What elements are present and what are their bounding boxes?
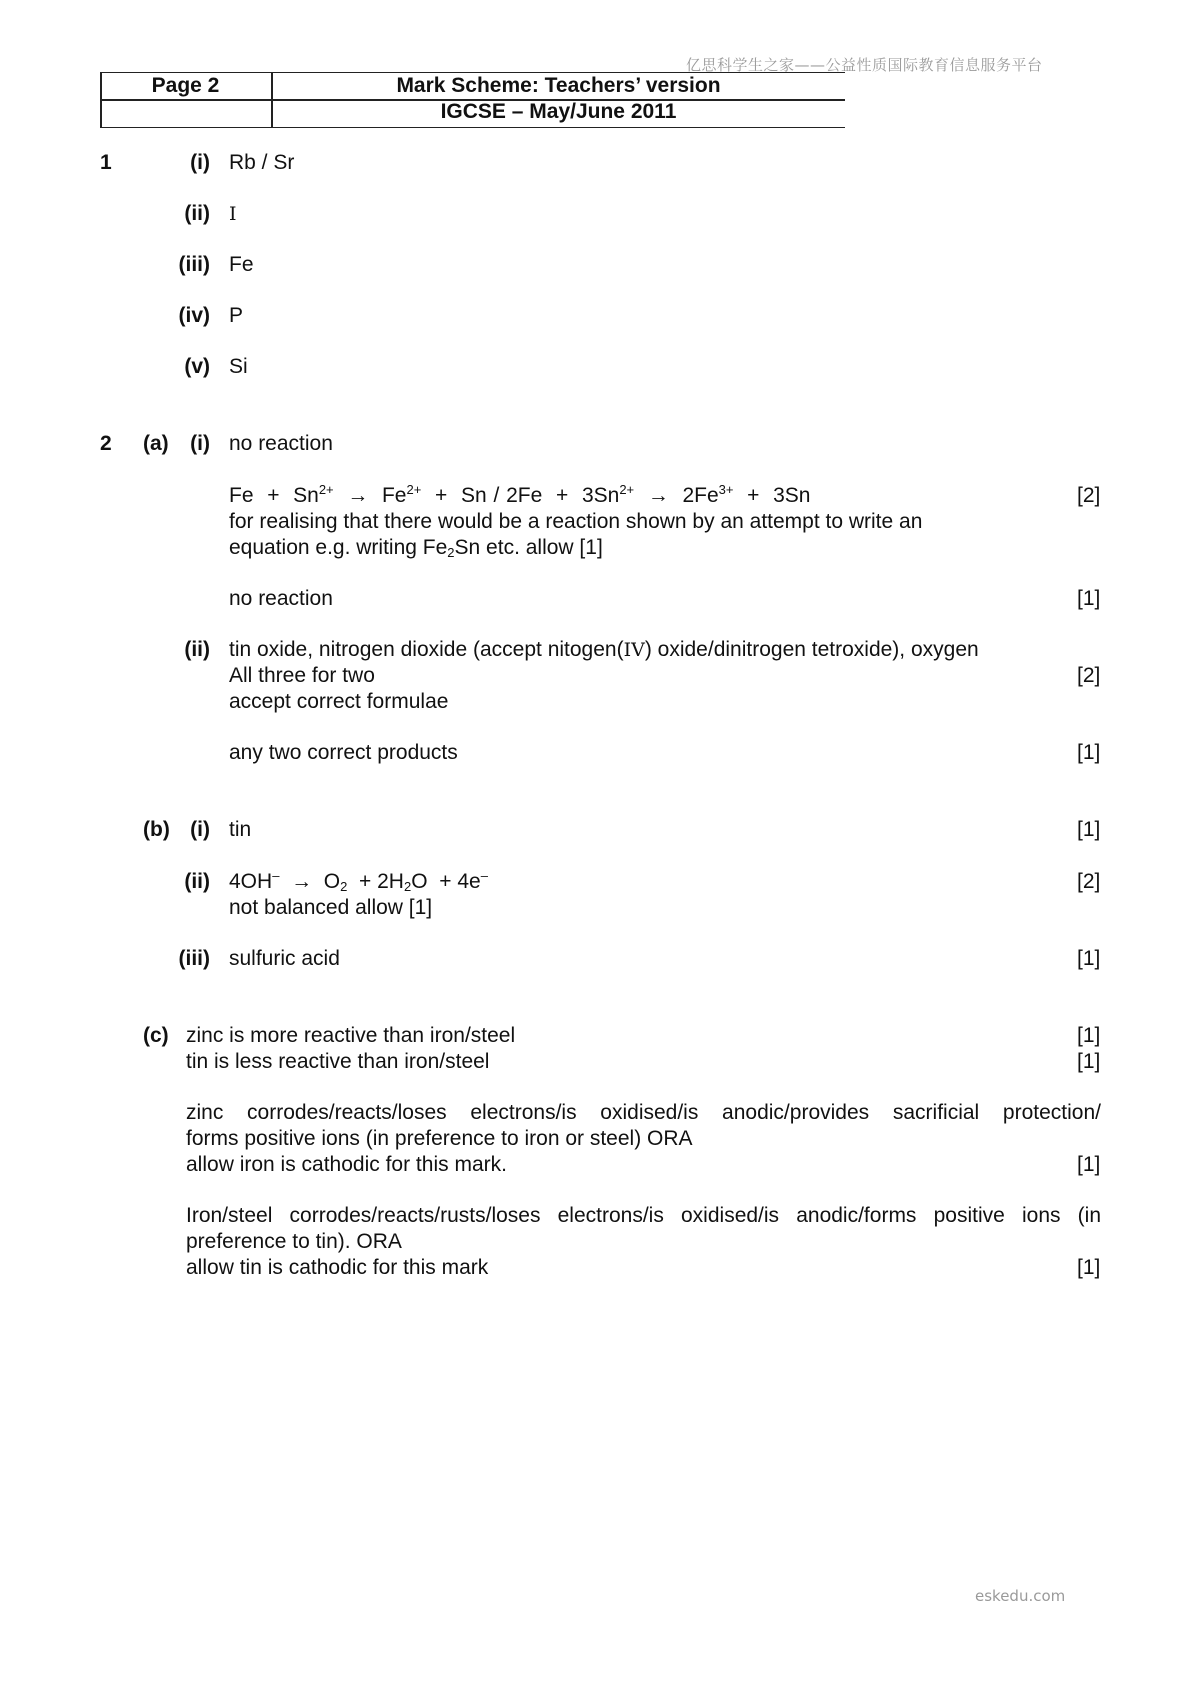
arrow-icon: → xyxy=(291,870,313,893)
q1-ii-label: (ii) xyxy=(184,202,210,225)
q1-iv-answer: P xyxy=(229,304,244,327)
eq-plus: + xyxy=(747,484,760,507)
q2-a-ii-line3: accept correct formulae xyxy=(229,690,449,713)
question-2-number: 2 xyxy=(100,432,112,455)
watermark-top: 亿思科学生之家——公益性质国际教育信息服务平台 xyxy=(686,56,1043,74)
question-1-number: 1 xyxy=(100,151,112,174)
q2-a-i-line3 xyxy=(229,536,603,560)
eq-oh: 4OH xyxy=(229,870,273,893)
q2-a-ii-line1 xyxy=(229,638,979,662)
subscript: 2 xyxy=(340,879,348,894)
q1-iii-answer: Fe xyxy=(229,253,254,276)
q2-a-ii-line1-b: ) oxide/dinitrogen tetroxide), oxygen xyxy=(644,638,979,661)
q2-c-para2-line1: Iron/steel corrodes/reacts/rusts/loses electrons/is oxidised/is anodic/forms positive ions (in xyxy=(186,1204,1101,1227)
eq-h2o-b: O xyxy=(411,870,428,893)
q1-i-answer: Rb / Sr xyxy=(229,151,295,174)
header-table xyxy=(100,72,845,128)
q2-a-ii-line2: All three for two xyxy=(229,664,375,687)
arrow-icon: → xyxy=(647,484,669,507)
q2-c-mark4: [1] xyxy=(1077,1256,1101,1279)
q2-a-ii-line4: any two correct products xyxy=(229,741,458,764)
q2-c-label: (c) xyxy=(143,1024,169,1047)
q2-c-mark2: [1] xyxy=(1077,1050,1101,1073)
q2-a-ii-label: (ii) xyxy=(184,638,210,661)
eq-charge: 2+ xyxy=(406,482,422,497)
q2-a-i-line3-a: equation e.g. writing Fe xyxy=(229,536,448,559)
q2-b-ii-line2: not balanced allow [1] xyxy=(229,896,433,919)
eq-h2o-a: + 2H xyxy=(359,870,404,893)
q2-b-iii-label: (iii) xyxy=(178,947,210,970)
eq-minus: – xyxy=(480,868,488,883)
q2-b-i-answer: tin xyxy=(229,818,252,841)
eq-plus: + xyxy=(556,484,569,507)
q2-a-label: (a) xyxy=(143,432,169,455)
q2-c-line2: tin is less reactive than iron/steel xyxy=(186,1050,490,1073)
q1-v-answer: Si xyxy=(229,355,248,378)
eq-fe: Fe xyxy=(229,484,254,507)
q2-a-i-mark1: [2] xyxy=(1077,484,1101,507)
roman-numeral: IV xyxy=(623,639,645,661)
q1-ii-answer: I xyxy=(229,203,237,225)
q2-a-i-line2: for realising that there would be a reaction shown by an attempt to write an xyxy=(229,510,923,533)
q2-b-i-mark: [1] xyxy=(1077,818,1101,841)
q2-a-ii-mark2: [1] xyxy=(1077,741,1101,764)
eq-sn: Sn xyxy=(293,484,319,507)
header-page: Page 2 xyxy=(151,74,220,97)
q1-iii-label: (iii) xyxy=(178,253,210,276)
eq-fe2: Fe xyxy=(381,484,407,507)
q2-a-i-equation xyxy=(229,484,810,508)
q2-a-i-line4: no reaction xyxy=(229,587,333,610)
q2-a-i-mark2: [1] xyxy=(1077,587,1101,610)
q1-i-label: (i) xyxy=(190,151,210,174)
q1-v-label: (v) xyxy=(184,355,210,378)
q2-a-ii-mark1: [2] xyxy=(1077,664,1101,687)
q2-a-i-line3-b: Sn etc. allow [1] xyxy=(454,536,603,559)
eq-plus: + xyxy=(267,484,280,507)
q2-b-label: (b) xyxy=(143,818,170,841)
arrow-icon: → xyxy=(347,484,369,507)
eq-minus: – xyxy=(272,868,280,883)
q2-c-para1-line2: forms positive ions (in preference to iron or steel) ORA xyxy=(186,1127,693,1150)
q2-b-ii-mark: [2] xyxy=(1077,870,1101,893)
q2-b-iii-mark: [1] xyxy=(1077,947,1101,970)
q2-a-ii-line1-a: tin oxide, nitrogen dioxide (accept nitogen( xyxy=(229,638,624,661)
watermark-bottom: eskedu.com xyxy=(975,1587,1066,1605)
eq-plus: + xyxy=(435,484,448,507)
eq-charge: 2+ xyxy=(318,482,334,497)
q2-c-para2-line2: preference to tin). ORA xyxy=(186,1230,402,1253)
q2-c-para1-line3: allow iron is cathodic for this mark. xyxy=(186,1153,507,1176)
q2-c-mark3: [1] xyxy=(1077,1153,1101,1176)
eq-sn-mid: Sn / 2Fe xyxy=(460,484,543,507)
eq-sn-end: 3Sn xyxy=(773,484,811,507)
q1-iv-label: (iv) xyxy=(178,304,210,327)
q2-c-mark1: [1] xyxy=(1077,1024,1101,1047)
q2-b-iii-answer: sulfuric acid xyxy=(229,947,340,970)
eq-o: O xyxy=(323,870,341,893)
q2-c-para2-line3: allow tin is cathodic for this mark xyxy=(186,1256,489,1279)
q2-c-line1: zinc is more reactive than iron/steel xyxy=(186,1024,516,1047)
q2-c-para1-line1: zinc corrodes/reacts/loses electrons/is oxidised/is anodic/provides sacrificial protection/ xyxy=(186,1101,1101,1124)
header-subtitle: IGCSE – May/June 2011 xyxy=(440,100,677,123)
eq-fe3: 2Fe xyxy=(682,484,719,507)
q2-a-i-line1: no reaction xyxy=(229,432,333,455)
eq-charge: 2+ xyxy=(619,482,635,497)
subscript: 2 xyxy=(447,545,455,560)
q2-b-i-label: (i) xyxy=(190,818,210,841)
eq-sn3: 3Sn xyxy=(581,484,620,507)
q2-b-ii-equation xyxy=(229,870,488,894)
eq-charge3: 3+ xyxy=(718,482,734,497)
header-title: Mark Scheme: Teachers’ version xyxy=(396,74,721,97)
eq-electrons: + 4e xyxy=(439,870,481,893)
q2-b-ii-label: (ii) xyxy=(184,870,210,893)
q2-a-i-label: (i) xyxy=(190,432,210,455)
subscript: 2 xyxy=(403,879,412,894)
